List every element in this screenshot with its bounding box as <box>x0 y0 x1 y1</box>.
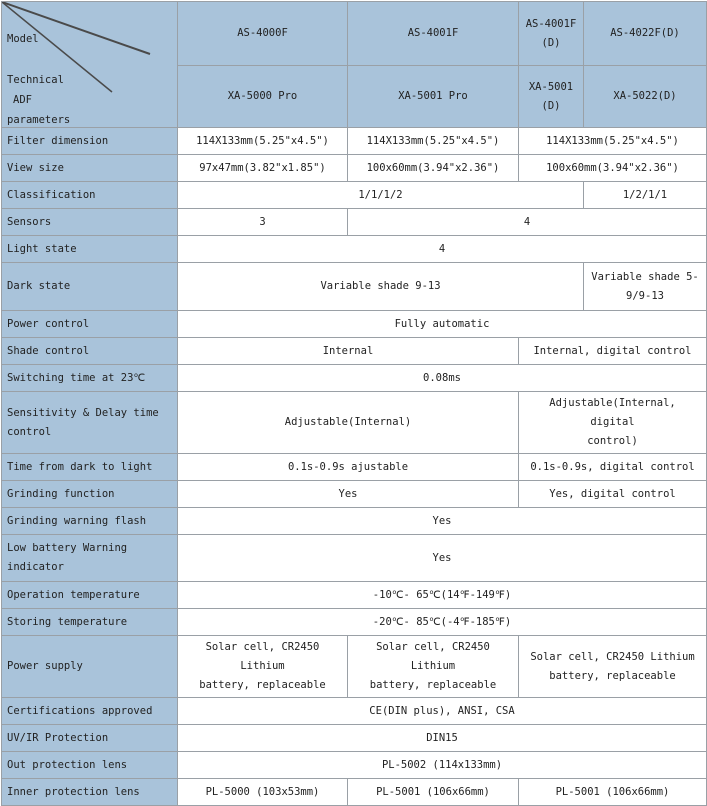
model-as-4001f: AS-4001F <box>348 2 519 66</box>
table-cell: 4 <box>178 236 707 263</box>
cell-line: Adjustable(Internal, digital <box>549 397 676 428</box>
cell-line: battery, replaceable <box>369 679 497 691</box>
adf-xa-5022-d: XA-5022(D) <box>584 66 707 128</box>
parameters-label: parameters <box>7 114 71 126</box>
row-label-inner-protection-lens: Inner protection lens <box>2 779 178 806</box>
row-label-view-size: View size <box>2 155 178 182</box>
table-cell: PL-5001 (106x66mm) <box>348 779 519 806</box>
table-cell: -10℃- 65℃(14℉-149℉) <box>178 582 707 609</box>
model-corner-label: Model <box>7 33 39 45</box>
row-label-grinding-function: Grinding function <box>2 481 178 508</box>
table-cell <box>519 392 707 454</box>
cell-line: Solar cell, CR2450 Lithium <box>530 650 695 663</box>
row-label-storing-temperature: Storing temperature <box>2 609 178 636</box>
table-row <box>2 365 707 392</box>
table-row <box>2 535 707 582</box>
model-as-4001f-d-line1: AS-4001F <box>525 17 577 30</box>
cell-line: Variable shade 5- <box>591 270 699 283</box>
table-cell: Internal, digital control <box>519 338 707 365</box>
model-as-4022f-d: AS-4022F(D) <box>584 2 707 66</box>
row-label-certifications: Certifications approved <box>2 698 178 725</box>
label-line: Sensitivity & Delay time <box>7 406 159 419</box>
table-cell <box>178 636 348 698</box>
table-cell: DIN15 <box>178 725 707 752</box>
table-row <box>2 725 707 752</box>
model-as-4001f-d-line2: (D) <box>541 36 561 49</box>
row-label-filter-dimension: Filter dimension <box>2 128 178 155</box>
cell-line: Solar cell, CR2450 Lithium <box>376 641 490 672</box>
row-label-dark-state: Dark state <box>2 263 178 311</box>
table-row <box>2 311 707 338</box>
adf-xa-5001-d-line2: (D) <box>541 99 561 112</box>
table-row <box>2 698 707 725</box>
label-line: indicator <box>7 561 64 573</box>
table-cell: 1/1/1/2 <box>178 182 584 209</box>
cell-line: Solar cell, CR2450 Lithium <box>205 641 320 672</box>
table-cell: CE(DIN plus), ANSI, CSA <box>178 698 707 725</box>
table-row <box>2 209 707 236</box>
table-row <box>2 128 707 155</box>
table-cell: 0.08ms <box>178 365 707 392</box>
row-label-switching-time: Switching time at 23℃ <box>2 365 178 392</box>
adf-xa-5001-d-line1: XA-5001 <box>528 80 574 93</box>
table-cell: 1/2/1/1 <box>584 182 707 209</box>
table-row <box>2 508 707 535</box>
table-cell: Yes <box>178 508 707 535</box>
table-cell <box>584 263 707 311</box>
table-row <box>2 481 707 508</box>
table-cell: 114X133mm(5.25"x4.5") <box>178 128 348 155</box>
table-row <box>2 636 707 698</box>
table-cell: -20℃- 85℃(-4℉-185℉) <box>178 609 707 636</box>
table-row <box>2 182 707 209</box>
technical-label: Technical <box>7 74 64 86</box>
model-as-4000f: AS-4000F <box>178 2 348 66</box>
table-cell: Yes <box>178 535 707 582</box>
table-cell: 3 <box>178 209 348 236</box>
table-cell: Internal <box>178 338 519 365</box>
table-cell: 114X133mm(5.25"x4.5") <box>348 128 519 155</box>
table-cell: PL-5002 (114x133mm) <box>178 752 707 779</box>
table-cell: 97x47mm(3.82"x1.85") <box>178 155 348 182</box>
cell-line: 9/9-13 <box>626 289 664 302</box>
specification-table <box>1 1 707 806</box>
table-cell: 4 <box>348 209 707 236</box>
row-label-operation-temperature: Operation temperature <box>2 582 178 609</box>
table-row <box>2 752 707 779</box>
table-cell: 100x60mm(3.94"x2.36") <box>519 155 707 182</box>
table-cell: PL-5000 (103x53mm) <box>178 779 348 806</box>
table-cell <box>519 636 707 698</box>
table-row <box>2 454 707 481</box>
table-row <box>2 236 707 263</box>
label-line: control <box>7 425 52 438</box>
row-label-uv-ir-protection: UV/IR Protection <box>2 725 178 752</box>
table-cell: 0.1s-0.9s ajustable <box>178 454 519 481</box>
adf-xa-5000-pro: XA-5000 Pro <box>178 66 348 128</box>
technical-corner-label <box>7 70 70 128</box>
adf-xa-5001-pro: XA-5001 Pro <box>348 66 519 128</box>
header-corner-cell <box>2 2 178 128</box>
row-label-classification: Classification <box>2 182 178 209</box>
row-label-dark-to-light: Time from dark to light <box>2 454 178 481</box>
table-cell: Variable shade 9-13 <box>178 263 584 311</box>
table-cell: Yes, digital control <box>519 481 707 508</box>
model-as-4001f-d <box>519 2 584 66</box>
row-label-sensitivity <box>2 392 178 454</box>
table-cell: 100x60mm(3.94"x2.36") <box>348 155 519 182</box>
table-row <box>2 263 707 311</box>
table-row <box>2 392 707 454</box>
row-label-low-battery <box>2 535 178 582</box>
cell-line: battery, replaceable <box>549 669 676 682</box>
table-row <box>2 582 707 609</box>
table-cell: 114X133mm(5.25"x4.5") <box>519 128 707 155</box>
adf-xa-5001-d <box>519 66 584 128</box>
cell-line: battery, replaceable <box>199 679 326 691</box>
table-cell: Adjustable(Internal) <box>178 392 519 454</box>
table-cell: Fully automatic <box>178 311 707 338</box>
table-cell: 0.1s-0.9s, digital control <box>519 454 707 481</box>
row-label-sensors: Sensors <box>2 209 178 236</box>
table-cell: Yes <box>178 481 519 508</box>
row-label-out-protection-lens: Out protection lens <box>2 752 178 779</box>
label-line: Low battery Warning <box>7 542 128 554</box>
table-row <box>2 155 707 182</box>
table-row <box>2 338 707 365</box>
row-label-light-state: Light state <box>2 236 178 263</box>
row-label-power-supply: Power supply <box>2 636 178 698</box>
cell-line: control) <box>587 435 638 447</box>
row-label-shade-control: Shade control <box>2 338 178 365</box>
adf-label: ADF <box>13 94 32 106</box>
table-cell <box>348 636 519 698</box>
row-label-grinding-warning: Grinding warning flash <box>2 508 178 535</box>
row-label-power-control: Power control <box>2 311 178 338</box>
model-header-row <box>2 2 707 66</box>
table-row <box>2 779 707 806</box>
table-cell: PL-5001 (106x66mm) <box>519 779 707 806</box>
table-row <box>2 609 707 636</box>
